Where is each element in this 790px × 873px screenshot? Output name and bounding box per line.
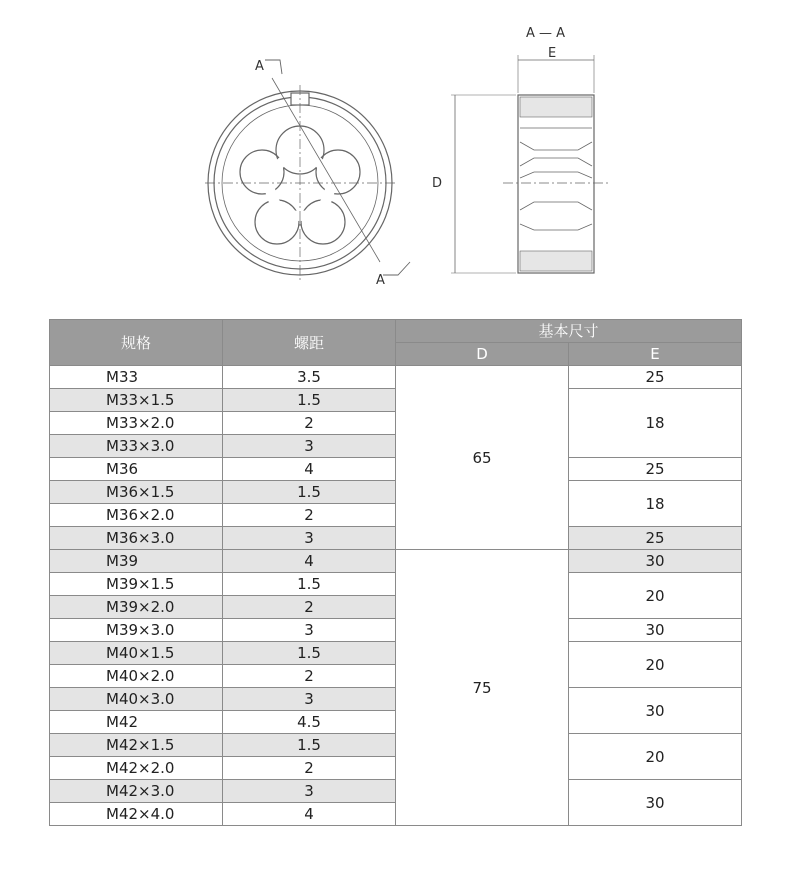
header-pitch: 螺距 [223, 320, 396, 366]
pitch-cell: 2 [223, 596, 396, 619]
pitch-cell: 3 [223, 688, 396, 711]
pitch-cell: 1.5 [223, 481, 396, 504]
pitch-cell: 1.5 [223, 734, 396, 757]
spec-cell: M33×3.0 [50, 435, 223, 458]
e-cell: 30 [569, 619, 742, 642]
spec-cell: M42 [50, 711, 223, 734]
spec-cell: M42×2.0 [50, 757, 223, 780]
spec-cell: M42×4.0 [50, 803, 223, 826]
pitch-cell: 4 [223, 803, 396, 826]
die-side-section [451, 55, 608, 273]
e-cell: 18 [569, 389, 742, 458]
table-row [50, 550, 742, 573]
spec-cell: M40×2.0 [50, 665, 223, 688]
dimension-e-label: E [548, 46, 557, 61]
header-spec: 规格 [50, 320, 223, 366]
die-size-table [49, 319, 742, 826]
spec-cell: M36 [50, 458, 223, 481]
pitch-cell: 2 [223, 412, 396, 435]
pitch-cell: 3 [223, 527, 396, 550]
d-cell: 75 [396, 550, 569, 826]
pitch-cell: 2 [223, 504, 396, 527]
e-cell: 30 [569, 780, 742, 826]
e-cell: 18 [569, 481, 742, 527]
die-technical-drawing [0, 0, 790, 300]
spec-cell: M36×1.5 [50, 481, 223, 504]
header-d: D [396, 343, 569, 366]
spec-cell: M40×1.5 [50, 642, 223, 665]
pitch-cell: 2 [223, 665, 396, 688]
pitch-cell: 1.5 [223, 573, 396, 596]
e-cell: 30 [569, 688, 742, 734]
pitch-cell: 4 [223, 550, 396, 573]
pitch-cell: 4.5 [223, 711, 396, 734]
spec-cell: M40×3.0 [50, 688, 223, 711]
e-cell: 25 [569, 458, 742, 481]
spec-cell: M33×2.0 [50, 412, 223, 435]
table-header-row [50, 320, 742, 343]
pitch-cell: 1.5 [223, 642, 396, 665]
spec-cell: M42×1.5 [50, 734, 223, 757]
d-cell: 65 [396, 366, 569, 550]
spec-cell: M42×3.0 [50, 780, 223, 803]
pitch-cell: 3 [223, 435, 396, 458]
spec-cell: M39×2.0 [50, 596, 223, 619]
header-e: E [569, 343, 742, 366]
e-cell: 25 [569, 366, 742, 389]
spec-cell: M39×1.5 [50, 573, 223, 596]
spec-cell: M33×1.5 [50, 389, 223, 412]
section-label: A — A [526, 26, 566, 41]
pitch-cell: 3 [223, 780, 396, 803]
spec-cell: M36×2.0 [50, 504, 223, 527]
e-cell: 30 [569, 550, 742, 573]
e-cell: 20 [569, 734, 742, 780]
dimension-d-label: D [432, 176, 443, 191]
pitch-cell: 3.5 [223, 366, 396, 389]
spec-cell: M33 [50, 366, 223, 389]
pitch-cell: 2 [223, 757, 396, 780]
pitch-cell: 1.5 [223, 389, 396, 412]
spec-cell: M39 [50, 550, 223, 573]
e-cell: 20 [569, 642, 742, 688]
header-basic-size: 基本尺寸 [396, 320, 742, 343]
die-front-view [205, 60, 410, 282]
e-cell: 20 [569, 573, 742, 619]
e-cell: 25 [569, 527, 742, 550]
pitch-cell: 4 [223, 458, 396, 481]
spec-cell: M36×3.0 [50, 527, 223, 550]
spec-cell: M39×3.0 [50, 619, 223, 642]
cut-label-bottom: A [376, 273, 385, 288]
pitch-cell: 3 [223, 619, 396, 642]
cut-label-top: A [255, 59, 264, 74]
table-row [50, 366, 742, 389]
